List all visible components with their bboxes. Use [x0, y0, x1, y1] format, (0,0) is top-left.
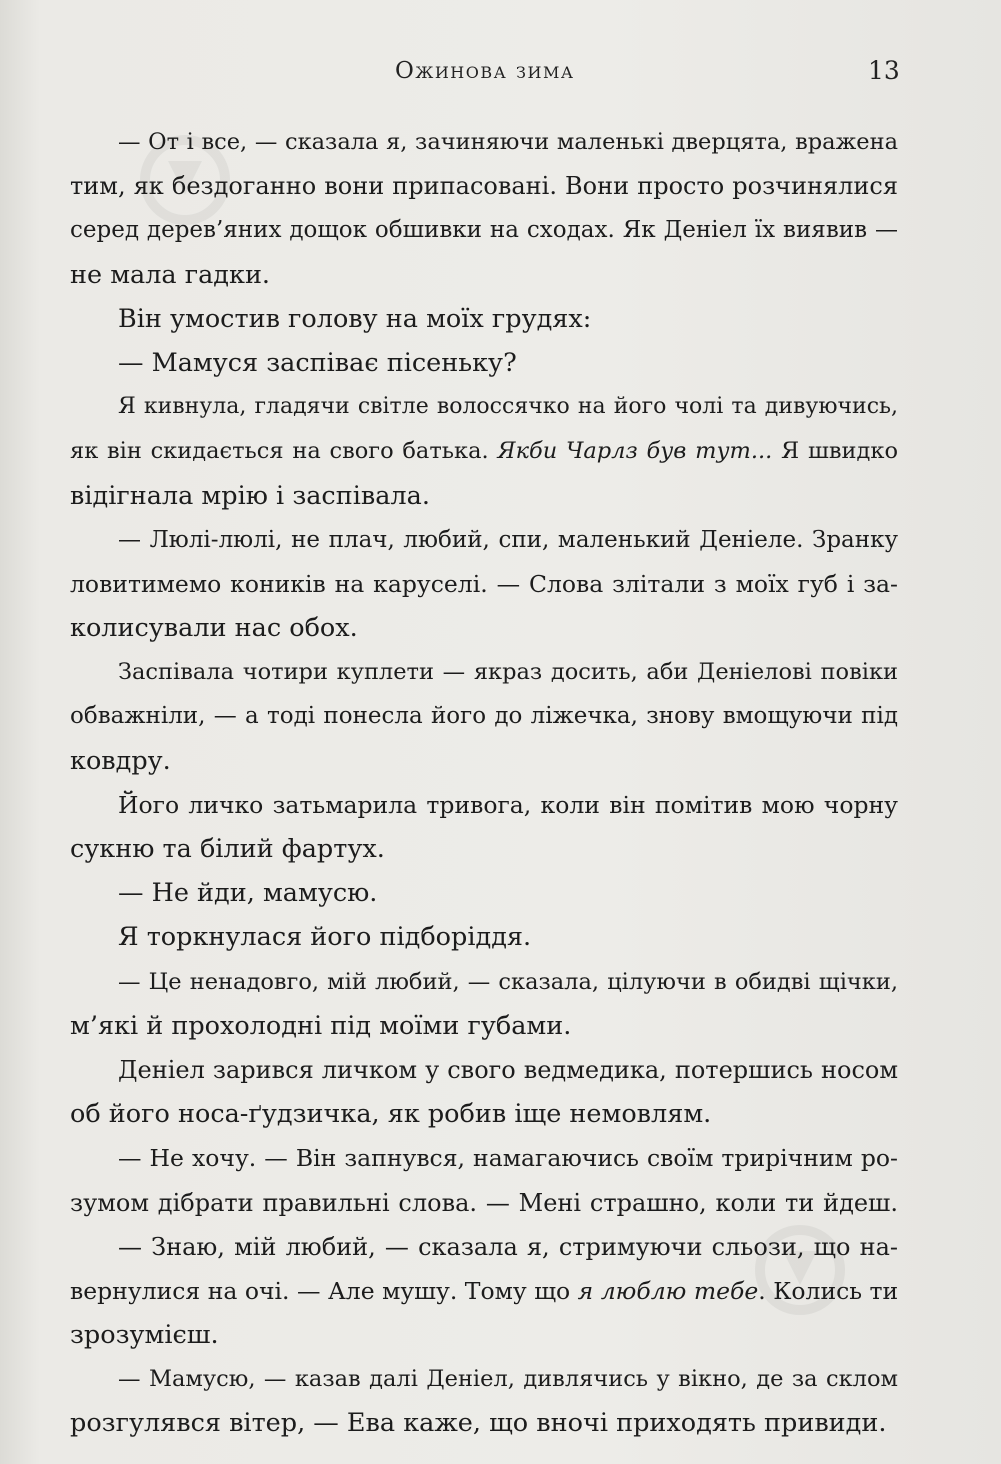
text-line: Він умостив голову на моїх грудях: [118, 303, 592, 334]
text-line: Я торкнулася його підборіддя. [118, 922, 532, 953]
text-line: відігнала мрію і заспівала. [70, 480, 430, 511]
text-line: тим, як бездоганно вони припасовані. Вони просто розчинялися [70, 172, 898, 201]
text-line: — Мамусю, — казав далі Деніел, дивлячись у вікно, де за склом [118, 1366, 898, 1393]
text-line: Його личко затьмарила тривога, коли він помітив мою чорну [118, 790, 898, 819]
text-line: — Не хочу. — Він запнувся, намагаючись своїм трирічним ро- [118, 1144, 898, 1173]
text-line: вернулися на очі. — Але мушу. Тому що я люблю тебе. Колись ти [70, 1276, 898, 1305]
text-line: м’які й прохолодні під моїми губами. [70, 1010, 572, 1041]
text-line: зумом дібрати правильні слова. — Мені страшно, коли ти йдеш. [70, 1188, 898, 1217]
text-line: як він скидається на свого батька. Якби Чарлз був тут... Я швидко [70, 438, 898, 465]
text-line: — Мамуся заспіває пісеньку? [118, 347, 517, 378]
body-text [70, 120, 898, 1446]
text-line: Заспівала чотири куплети — якраз досить, аби Деніелові повіки [118, 659, 898, 686]
text-line: колисували нас обох. [70, 613, 358, 644]
running-header [0, 52, 1001, 92]
text-line: зрозумієш. [70, 1320, 219, 1351]
text-line: — От і все, — сказала я, зачиняючи маленькі дверцята, вражена [118, 129, 898, 155]
text-line: Деніел зарився личком у свого ведмедика, потершись носом [118, 1055, 898, 1084]
text-line: серед дерев’яних дощок обшивки на сходах. Як Деніел їх виявив — [70, 217, 898, 244]
text-line: об його носа-ґудзичка, як робив іще немовлям. [70, 1099, 712, 1130]
text-line: не мала гадки. [70, 259, 271, 290]
text-line: ковдру. [70, 745, 171, 776]
text-line: сукню та білий фартух. [70, 834, 385, 864]
text-line: ловитимемо коників на каруселі. — Слова злітали з моїх губ і за- [70, 569, 898, 598]
page-number: 13 [868, 56, 900, 85]
text-line: — Не йди, мамусю. [118, 878, 378, 909]
text-line: розгулявся вітер, — Ева каже, що вночі приходять привиди. [70, 1408, 887, 1439]
text-line: обважніли, — а тоді понесла його до ліжечка, знову вмощуючи під [70, 703, 898, 730]
text-line: — Люлі-люлі, не плач, любий, спи, маленький Деніеле. Зранку [118, 526, 898, 553]
text-line: Я кивнула, гладячи світле волоссячко на його чолі та дивуючись, [118, 394, 898, 420]
running-title: Ожинова зима [395, 58, 575, 84]
text-line: — Знаю, мій любий, — сказала я, стримуючи сльози, що на- [118, 1232, 898, 1261]
text-line: — Це ненадовго, мій любий, — сказала, цілуючи в обидві щічки, [118, 968, 898, 995]
